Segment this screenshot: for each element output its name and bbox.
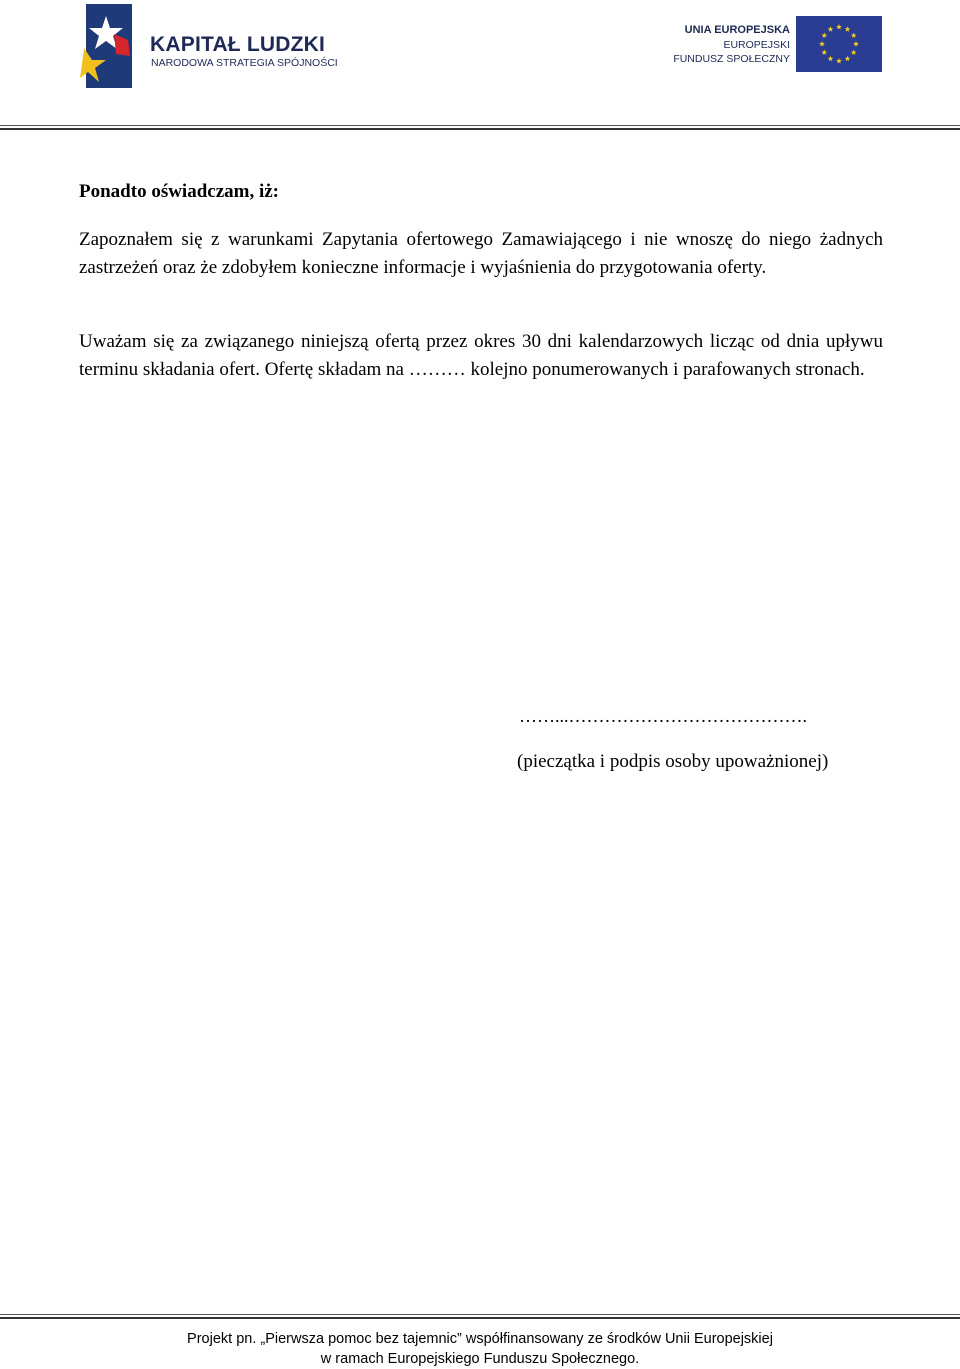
eu-logo-line3: FUNDUSZ SPOŁECZNY <box>673 53 790 65</box>
kapital-ludzki-emblem <box>80 4 142 90</box>
page-footer <box>0 1329 960 1369</box>
paragraph-offer-validity: Uważam się za związanego niniejszą ofertą przez okres 30 dni kalendarzowych licząc od dnia upływu terminu składania ofert. Ofertę składam na ……… kolejno ponumerowanych i parafowanych stronach. <box>79 331 883 380</box>
footer-line2: w ramach Europejskiego Funduszu Społecznego. <box>320 1351 640 1367</box>
footer-line1: Projekt pn. „Pierwsza pomoc bez tajemnic” współfinansowany ze środków Unii Europejskiej <box>187 1331 773 1347</box>
signature-label: (pieczątka i podpis osoby upoważnionej) <box>517 751 829 772</box>
kapital-ludzki-logo <box>80 4 350 90</box>
section-heading: Ponadto oświadczam, iż: <box>79 181 280 202</box>
paragraph-terms-acknowledgement: Zapoznałem się z warunkami Zapytania ofertowego Zamawiającego i nie wnoszę do niego żadnych zastrzeżeń oraz że zdobyłem konieczne informacje i wyjaśnienia do przygotowania oferty. <box>79 229 883 278</box>
footer-divider <box>0 1314 960 1320</box>
header-divider <box>0 125 960 131</box>
eu-logo-text <box>673 23 790 67</box>
eu-logo <box>672 16 882 74</box>
eu-logo-line2: EUROPEJSKI <box>723 38 790 51</box>
logo-title: KAPITAŁ LUDZKI <box>150 33 326 56</box>
signature-line: ……...…………………………………. <box>519 706 807 726</box>
eu-flag-icon <box>796 16 882 72</box>
logo-subtitle: NARODOWA STRATEGIA SPÓJNOŚCI <box>151 57 338 69</box>
eu-logo-line1: UNIA EUROPEJSKA <box>684 24 790 36</box>
